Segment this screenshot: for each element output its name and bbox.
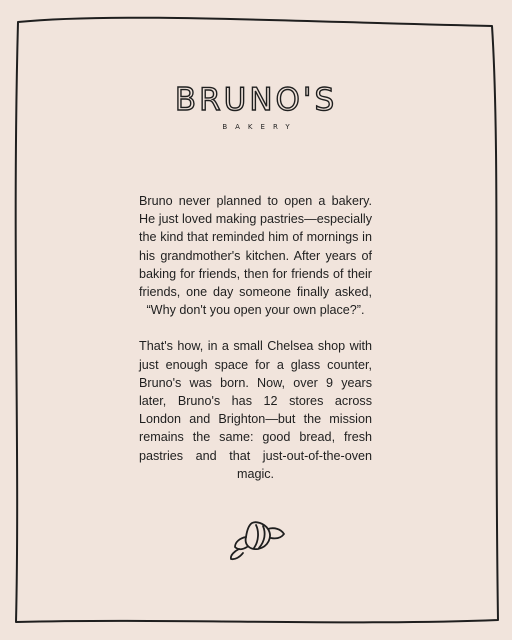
brand-logo — [0, 82, 512, 132]
brand-tagline: BAKERY — [222, 123, 298, 131]
brand-name: BRUNO'S — [174, 82, 338, 118]
story-paragraph-1: Bruno never planned to open a bakery. He just loved making pastries—especially the kind that reminded him of mornings in his grandmother's kitchen. After years of baking for friends, then for friends of their friends, one day someone finally asked, “Why don't you open your own place?”. — [139, 194, 372, 318]
story-paragraph-2: That's how, in a small Chelsea shop with just enough space for a glass counter, Bruno's was born. Now, over 9 years later, Bruno's has 12 stores across London and Brighton—but the mission remains the same: good bread, fresh pastries and that just-out-of-the-oven magic. — [139, 339, 372, 481]
story-text — [139, 192, 372, 501]
croissant-icon — [226, 517, 286, 561]
